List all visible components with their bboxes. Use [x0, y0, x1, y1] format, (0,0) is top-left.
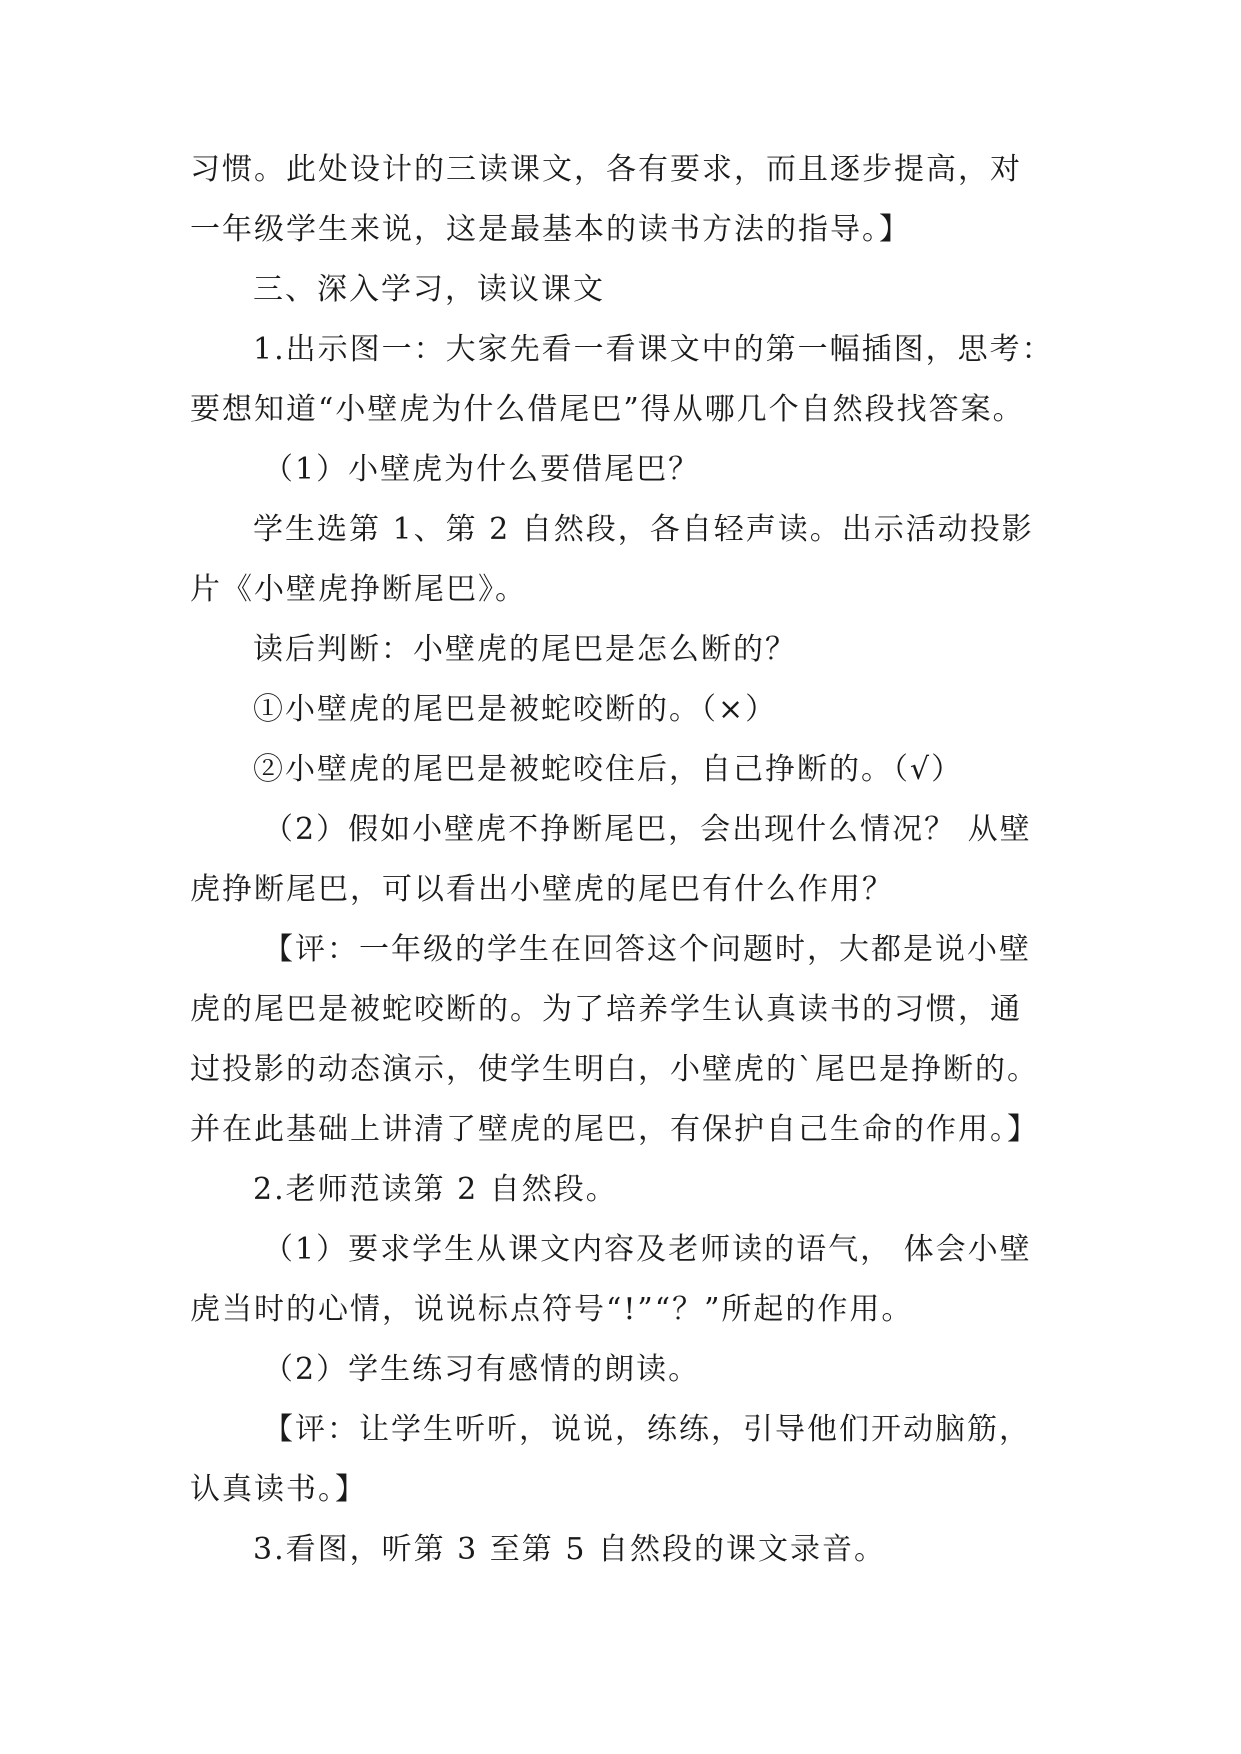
text-line: 虎的尾巴是被蛇咬断的。为了培养学生认真读书的习惯，通: [190, 992, 1022, 1027]
text-line: 一年级学生来说，这是最基本的读书方法的指导。】: [190, 212, 911, 247]
text-line: 认真读书。】: [190, 1472, 367, 1507]
text-line: 过投影的动态演示，使学生明白，小壁虎的`尾巴是挣断的。: [190, 1052, 1039, 1087]
text-line: ②小壁虎的尾巴是被蛇咬住后，自己挣断的。（√）: [253, 752, 964, 787]
text-line: 虎当时的心情，说说标点符号“!”“？”所起的作用。: [190, 1292, 914, 1327]
text-line: 虎挣断尾巴，可以看出小壁虎的尾巴有什么作用？: [190, 872, 894, 907]
text-line: 并在此基础上讲清了壁虎的尾巴，有保护自己生命的作用。】: [190, 1112, 1039, 1147]
text-line: 1.出示图一：大家先看一看课文中的第一幅插图，思考：: [253, 332, 1054, 367]
text-line: ①小壁虎的尾巴是被蛇咬断的。（×）: [253, 692, 778, 727]
text-line: 读后判断：小壁虎的尾巴是怎么断的？: [253, 632, 797, 667]
text-line: （2）假如小壁虎不挣断尾巴，会出现什么情况？ 从壁: [263, 812, 1032, 847]
text-line: 片《小壁虎挣断尾巴》。: [190, 572, 527, 607]
text-line: 学生选第 1、第 2 自然段，各自轻声读。出示活动投影: [253, 512, 1034, 547]
section-heading: 三、深入学习，读议课文: [253, 272, 605, 307]
text-line: 【评：一年级的学生在回答这个问题时，大都是说小壁: [263, 932, 1031, 967]
text-line: 要想知道“小壁虎为什么借尾巴”得从哪几个自然段找答案。: [190, 392, 1025, 427]
text-line: （2）学生练习有感情的朗读。: [263, 1352, 701, 1387]
text-line: 2.老师范读第 2 自然段。: [253, 1172, 618, 1207]
text-line: 3.看图，听第 3 至第 5 自然段的课文录音。: [253, 1532, 886, 1567]
text-line: 【评：让学生听听，说说，练练，引导他们开动脑筋，: [263, 1412, 1031, 1447]
text-line: （1）小壁虎为什么要借尾巴？: [263, 452, 701, 487]
text-line: （1）要求学生从课文内容及老师读的语气， 体会小壁: [263, 1232, 1032, 1267]
text-line: 习惯。此处设计的三读课文，各有要求，而且逐步提高，对: [190, 152, 1022, 187]
